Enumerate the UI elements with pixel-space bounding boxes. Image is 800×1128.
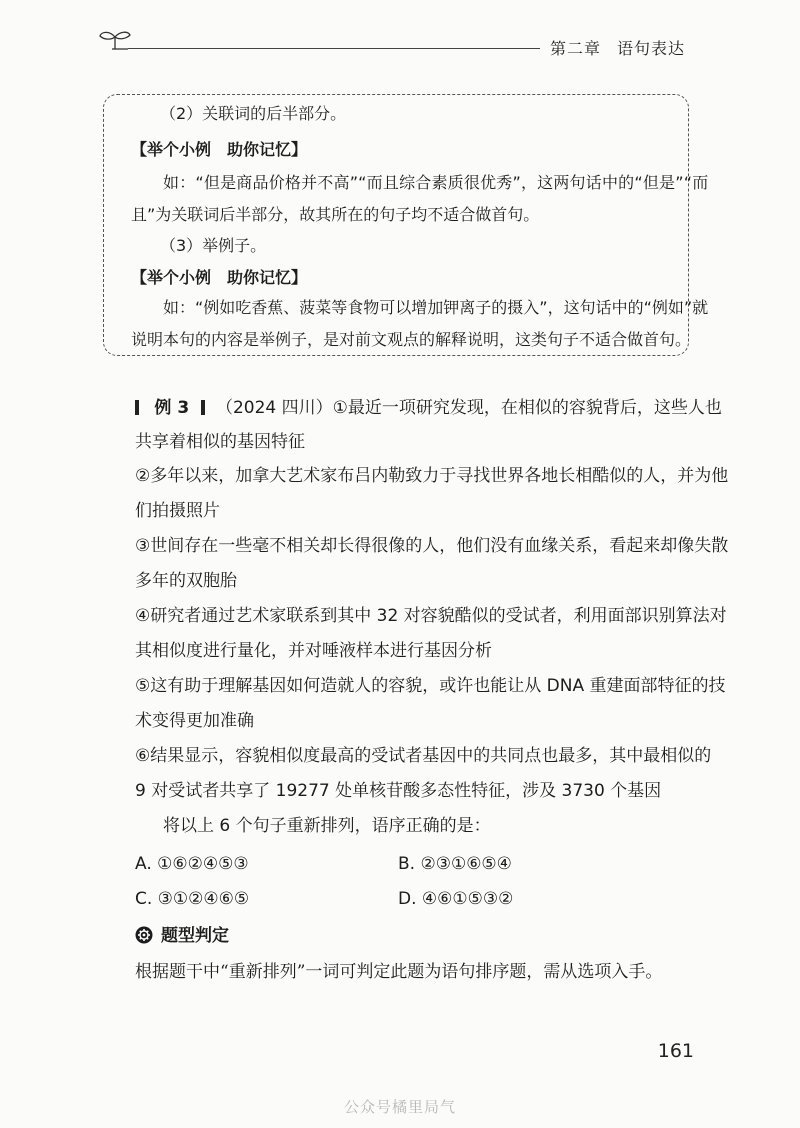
gear-icon xyxy=(135,926,153,944)
sentence-5-line1: ⑤这有助于理解基因如何造就人的容貌，或许也能让从 DNA 重建面部特征的技 xyxy=(135,676,726,696)
analysis-heading: 题型判定 xyxy=(161,926,229,946)
sentence-4-line2: 其相似度进行量化，并对唾液样本进行基因分析 xyxy=(135,641,492,661)
chapter-number: 第二章 xyxy=(550,39,602,58)
analysis-heading-row xyxy=(135,925,229,947)
sentence-4-line1: ④研究者通过艺术家联系到其中 32 对容貌酷似的受试者，利用面部识别算法对 xyxy=(135,606,727,626)
option-b: B. ②③①⑥⑤④ xyxy=(398,854,512,874)
sentence-6-line1: ⑥结果显示，容貌相似度最高的受试者基因中的共同点也最多，其中最相似的 xyxy=(135,746,712,766)
sentence-3-line2: 多年的双胞胎 xyxy=(135,571,237,591)
sentence-1-line2: 共享着相似的基因特征 xyxy=(135,432,305,452)
note-item3-heading: （3）举例子。 xyxy=(160,236,267,255)
sentence-3-line1: ③世间存在一些毫不相关却长得很像的人，他们没有血缘关系，看起来却像失散 xyxy=(135,536,729,556)
sentence-6-line2: 9 对受试者共享了 19277 处单核苷酸多态性特征，涉及 3730 个基因 xyxy=(135,781,662,801)
question-stem: 将以上 6 个句子重新排列，语序正确的是： xyxy=(163,816,491,836)
sentence-5-line2: 术变得更加准确 xyxy=(135,711,254,731)
example-label: 例 3 xyxy=(154,398,190,418)
page-number: 161 xyxy=(657,1040,694,1062)
note-example1-line1: 如：“但是商品价格并不高”“而且综合素质很优秀”，这两句话中的“但是”“而 xyxy=(163,173,709,192)
note-example2-line2: 说明本句的内容是举例子，是对前文观点的解释说明，这类句子不适合做首句。 xyxy=(131,330,692,349)
note-example2-line1: 如：“例如吃香蕉、菠菜等食物可以增加钾离子的摄入”，这句话中的“例如”就 xyxy=(163,298,709,317)
header-rule xyxy=(128,48,540,49)
note-item2-heading: （2）关联词的后半部分。 xyxy=(160,104,347,123)
chapter-title: 语句表达 xyxy=(617,39,686,58)
note-tag-1: 【举个小例 助你记忆】 xyxy=(131,140,308,159)
example-header xyxy=(135,397,722,419)
note-tag-2: 【举个小例 助你记忆】 xyxy=(131,268,308,287)
label-bar-right xyxy=(201,400,205,415)
analysis-text: 根据题干中“重新排列”一词可判定此题为语句排序题，需从选项入手。 xyxy=(135,962,663,982)
example-source: （2024 四川） xyxy=(215,398,333,418)
option-d: D. ④⑥①⑤③② xyxy=(398,889,514,909)
option-a: A. ①⑥②④⑤③ xyxy=(135,854,249,874)
leaf-sprout-icon xyxy=(98,28,132,50)
running-header xyxy=(550,36,685,59)
option-c: C. ③①②④⑥⑤ xyxy=(135,889,250,909)
sentence-2-line2: 们拍摄照片 xyxy=(135,501,220,521)
sentence-2-line1: ②多年以来，加拿大艺术家布吕内勒致力于寻找世界各地长相酷似的人，并为他 xyxy=(135,466,729,486)
sentence-1-line1: ①最近一项研究发现，在相似的容貌背后，这些人也 xyxy=(332,398,722,418)
watermark: 公众号橘里局气 xyxy=(343,1098,456,1116)
label-bar-left xyxy=(135,400,139,415)
note-example1-line2: 且”为关联词后半部分，故其所在的句子均不适合做首句。 xyxy=(131,205,540,224)
